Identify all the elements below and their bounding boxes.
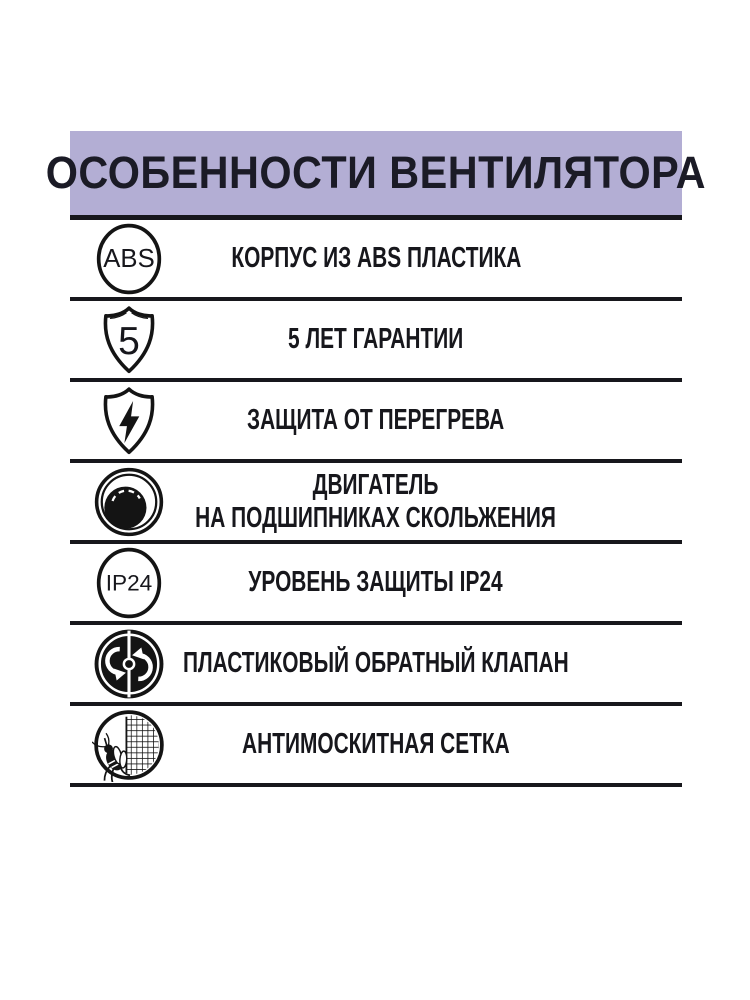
feature-text: ПЛАСТИКОВЫЙ ОБРАТНЫЙ КЛАПАН xyxy=(183,647,569,680)
ip24-badge-text: IP24 xyxy=(105,570,153,596)
panel-header xyxy=(45,131,707,220)
feature-row-warranty xyxy=(70,301,682,382)
feature-text: АНТИМОСКИТНАЯ СЕТКА xyxy=(242,728,510,761)
feature-text: ДВИГАТЕЛЬ НА ПОДШИПНИКАХ СКОЛЬЖЕНИЯ xyxy=(195,469,557,534)
feature-text: 5 ЛЕТ ГАРАНТИИ xyxy=(288,323,464,356)
abs-plastic-icon xyxy=(92,222,166,296)
warranty-5-years-shield-icon xyxy=(92,303,166,377)
feature-row-abs-body xyxy=(70,220,682,301)
page-title: ОСОБЕННОСТИ ВЕНТИЛЯТОРА xyxy=(45,147,707,198)
lightning-bolt-icon xyxy=(119,400,139,442)
ip24-protection-icon xyxy=(92,546,166,620)
mosquito-net-icon xyxy=(92,708,166,782)
feature-text: УРОВЕНЬ ЗАЩИТЫ IP24 xyxy=(248,566,504,599)
overheat-protection-shield-icon xyxy=(92,384,166,458)
feature-row-overheat xyxy=(70,382,682,463)
feature-row-valve xyxy=(70,625,682,706)
abs-badge-text: ABS xyxy=(103,244,155,273)
features-panel xyxy=(45,131,707,787)
feature-text: ЗАЩИТА ОТ ПЕРЕГРЕВА xyxy=(247,404,505,437)
feature-row-ip24 xyxy=(70,544,682,625)
check-valve-icon xyxy=(92,627,166,701)
feature-row-mosquito-net xyxy=(70,706,682,787)
sliding-bearing-motor-icon xyxy=(92,465,166,539)
feature-text: КОРПУС ИЗ ABS ПЛАСТИКА xyxy=(231,242,521,275)
feature-row-motor xyxy=(70,463,682,544)
warranty-years-text: 5 xyxy=(118,319,140,363)
